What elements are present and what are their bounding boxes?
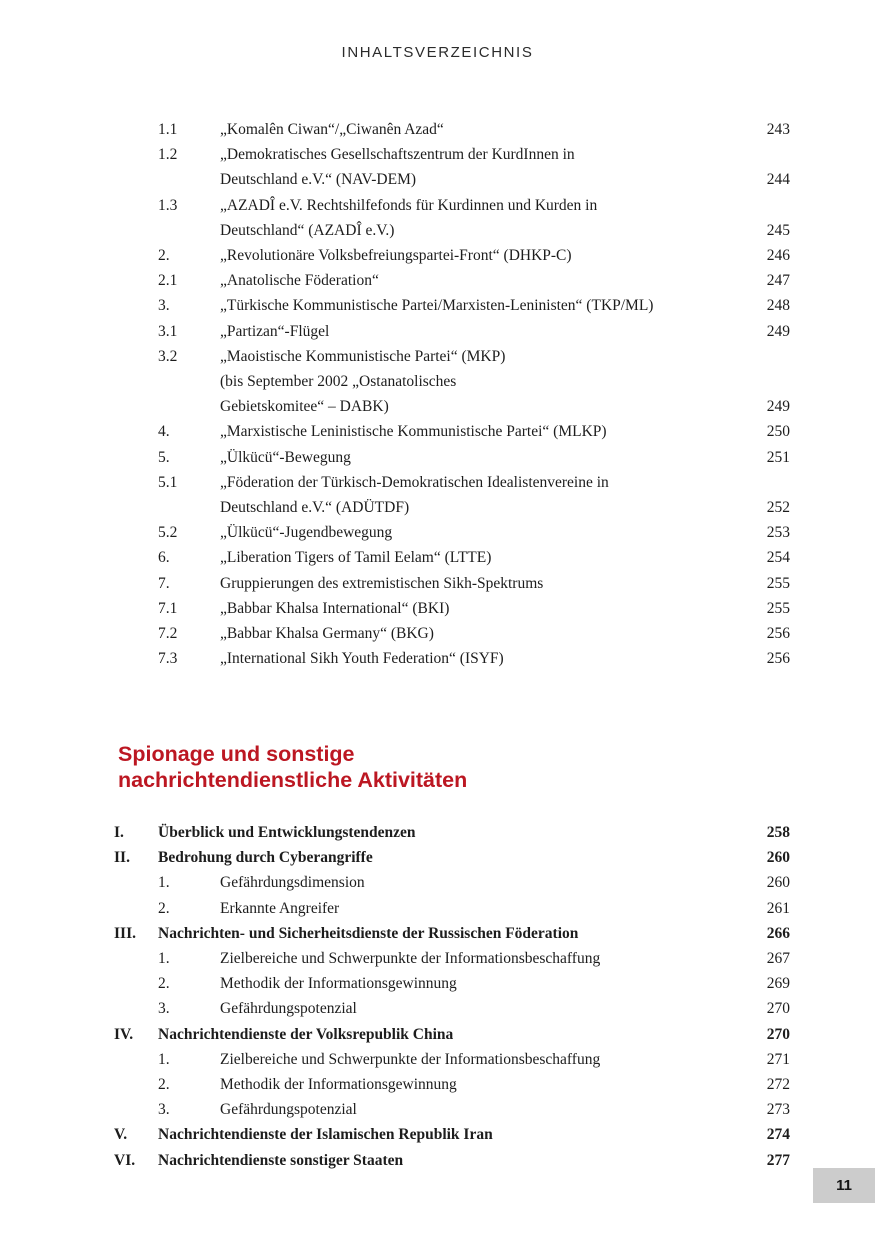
entry-number: 2.1 xyxy=(158,272,178,290)
entry-number: 1.3 xyxy=(158,196,178,214)
entry-title: „Komalên Ciwan“/„Ciwanên Azad“ xyxy=(220,121,444,138)
toc-entry xyxy=(158,646,790,671)
entry-title: „Marxistische Leninistische Kommunistische Partei“ (MLKP) xyxy=(220,423,607,441)
toc-entry xyxy=(158,495,790,520)
entry-number: VI. xyxy=(114,1151,136,1169)
toc-entry xyxy=(114,1022,790,1047)
entry-title: Deutschland“ (AZADÎ e.V.) xyxy=(220,221,395,239)
entry-title: „Föderation der Türkisch-Demokratischen Idealistenvereine in xyxy=(220,473,609,491)
entry-page: 251 xyxy=(766,448,790,466)
entry-page: 245 xyxy=(766,221,790,239)
entry-title: „International Sikh Youth Federation“ (ISYF) xyxy=(220,650,504,668)
entry-page: 271 xyxy=(766,1050,790,1068)
toc-entry xyxy=(158,394,790,419)
entry-page: 256 xyxy=(766,650,790,668)
entry-title: Zielbereiche und Schwerpunkte der Informationsbeschaffung xyxy=(220,950,601,968)
entry-page: 266 xyxy=(766,924,790,942)
entry-title: Nachrichtendienste sonstiger Staaten xyxy=(158,1151,404,1169)
toc-entry xyxy=(158,142,790,167)
entry-page: 244 xyxy=(766,171,790,189)
entry-number: 7.3 xyxy=(158,650,178,668)
entry-number: 5.1 xyxy=(158,473,178,491)
entry-page: 258 xyxy=(766,824,790,841)
entry-page: 274 xyxy=(766,1126,790,1144)
page-header: INHALTSVERZEICHNIS xyxy=(341,44,534,61)
toc-entry xyxy=(158,571,790,596)
entry-number: 6. xyxy=(158,549,170,567)
entry-page: 267 xyxy=(766,950,790,968)
entry-page: 243 xyxy=(766,121,790,138)
section-heading xyxy=(118,741,467,793)
entry-page: 247 xyxy=(766,272,790,290)
toc-entry xyxy=(158,470,790,495)
entry-title: (bis September 2002 „Ostanatolisches xyxy=(220,373,457,391)
entry-number: 3. xyxy=(158,1000,170,1018)
entry-page: 249 xyxy=(766,322,790,340)
entry-page: 277 xyxy=(766,1151,790,1169)
entry-number: 3. xyxy=(158,297,170,315)
toc-entry xyxy=(158,445,790,470)
entry-number: 2. xyxy=(158,1076,170,1094)
toc-entry xyxy=(114,820,790,845)
entry-title: Erkannte Angreifer xyxy=(220,899,340,917)
toc-block-spionage xyxy=(114,820,790,1173)
entry-page: 255 xyxy=(766,574,790,592)
entry-page: 253 xyxy=(766,524,790,542)
entry-title: Gefährdungsdimension xyxy=(220,874,365,892)
entry-title: „Partizan“-Flügel xyxy=(220,322,330,340)
entry-title: „Maoistische Kommunistische Partei“ (MKP) xyxy=(220,347,506,365)
entry-page: 261 xyxy=(766,899,790,917)
entry-number: V. xyxy=(114,1126,128,1144)
toc-entry xyxy=(158,419,790,444)
entry-page: 260 xyxy=(766,874,790,892)
entry-page: 252 xyxy=(766,499,790,517)
toc-entry xyxy=(114,1097,790,1122)
toc-entry xyxy=(158,268,790,293)
entry-number: 5.2 xyxy=(158,524,178,542)
entry-number: 7.1 xyxy=(158,599,178,617)
entry-title: „Babbar Khalsa Germany“ (BKG) xyxy=(220,625,434,643)
entry-number: II. xyxy=(114,849,130,867)
entry-number: I. xyxy=(114,824,124,841)
entry-page: 260 xyxy=(766,849,790,867)
entry-page: 270 xyxy=(766,1000,790,1018)
entry-title: „Ülkücü“-Jugendbewegung xyxy=(220,524,393,542)
entry-title: „AZADÎ e.V. Rechtshilfefonds für Kurdinnen und Kurden in xyxy=(220,196,598,214)
toc-entry xyxy=(114,896,790,921)
toc-entry xyxy=(158,596,790,621)
toc-entry xyxy=(158,545,790,570)
entry-number: 1. xyxy=(158,1050,170,1068)
toc-entry xyxy=(114,946,790,971)
toc-entry xyxy=(158,218,790,243)
entry-number: 3. xyxy=(158,1101,170,1119)
entry-title: Deutschland e.V.“ (NAV-DEM) xyxy=(220,171,417,189)
toc-entry xyxy=(114,870,790,895)
entry-title: Gefährdungspotenzial xyxy=(220,1101,357,1119)
entry-title: Nachrichten- und Sicherheitsdienste der Russischen Föderation xyxy=(158,924,579,942)
entry-page: 270 xyxy=(766,1025,790,1043)
entry-number: 1.1 xyxy=(158,121,178,138)
toc-entry xyxy=(158,520,790,545)
entry-number: 1.2 xyxy=(158,146,178,164)
toc-entry xyxy=(114,1148,790,1173)
entry-page: 255 xyxy=(766,599,790,617)
toc-entry xyxy=(158,344,790,369)
entry-number: 3.1 xyxy=(158,322,178,340)
entry-title: Deutschland e.V.“ (ADÜTDF) xyxy=(220,499,410,517)
page-number-badge: 11 xyxy=(813,1168,875,1203)
entry-title: Gruppierungen des extremistischen Sikh-Spektrums xyxy=(220,574,544,592)
entry-title: Methodik der Informationsgewinnung xyxy=(220,975,457,993)
entry-number: 5. xyxy=(158,448,170,466)
toc-entry xyxy=(158,167,790,192)
entry-number: 2. xyxy=(158,899,170,917)
entry-number: 1. xyxy=(158,950,170,968)
toc-entry xyxy=(114,845,790,870)
toc-entry xyxy=(158,193,790,218)
toc-block-foreign-extremism xyxy=(158,117,790,671)
entry-title: „Babbar Khalsa International“ (BKI) xyxy=(220,599,450,617)
entry-page: 249 xyxy=(766,398,790,416)
toc-entry xyxy=(114,971,790,996)
entry-title: „Türkische Kommunistische Partei/Marxisten-Leninisten“ (TKP/ML) xyxy=(220,297,654,315)
entry-number: III. xyxy=(114,924,136,942)
entry-page: 246 xyxy=(766,247,790,265)
entry-page: 272 xyxy=(766,1076,790,1094)
entry-title: „Demokratisches Gesellschaftszentrum der KurdInnen in xyxy=(220,146,575,164)
entry-number: 1. xyxy=(158,874,170,892)
entry-number: 4. xyxy=(158,423,170,441)
entry-title: „Ülkücü“-Bewegung xyxy=(220,448,351,466)
entry-number: 2. xyxy=(158,975,170,993)
entry-number: IV. xyxy=(114,1025,134,1043)
entry-title: Nachrichtendienste der Islamischen Republik Iran xyxy=(158,1126,493,1144)
toc-entry xyxy=(114,1047,790,1072)
entry-title: „Revolutionäre Volksbefreiungspartei-Front“ (DHKP-C) xyxy=(220,247,572,265)
entry-title: „Liberation Tigers of Tamil Eelam“ (LTTE) xyxy=(220,549,492,567)
entry-page: 254 xyxy=(766,549,790,567)
entry-page: 273 xyxy=(766,1101,790,1119)
entry-page: 269 xyxy=(766,975,790,993)
toc-entry xyxy=(158,369,790,394)
toc-entry xyxy=(158,117,790,142)
section-heading-line1: Spionage und sonstige xyxy=(118,742,355,766)
entry-title: Zielbereiche und Schwerpunkte der Informationsbeschaffung xyxy=(220,1050,601,1068)
entry-number: 7.2 xyxy=(158,625,178,643)
entry-page: 256 xyxy=(766,625,790,643)
toc-entry xyxy=(114,996,790,1021)
entry-page: 250 xyxy=(766,423,790,441)
toc-entry xyxy=(158,243,790,268)
toc-entry xyxy=(158,293,790,318)
toc-entry xyxy=(158,621,790,646)
entry-number: 7. xyxy=(158,574,170,592)
entry-title: „Anatolische Föderation“ xyxy=(220,272,379,290)
entry-title: Bedrohung durch Cyberangriffe xyxy=(158,849,373,867)
entry-page: 248 xyxy=(766,297,790,315)
entry-title: Nachrichtendienste der Volksrepublik China xyxy=(158,1025,454,1043)
entry-number: 2. xyxy=(158,247,170,265)
entry-title: Gefährdungspotenzial xyxy=(220,1000,357,1018)
entry-title: Gebietskomitee“ – DABK) xyxy=(220,398,389,416)
toc-entry xyxy=(158,319,790,344)
toc-entry xyxy=(114,1072,790,1097)
entry-number: 3.2 xyxy=(158,347,178,365)
entry-title: Methodik der Informationsgewinnung xyxy=(220,1076,457,1094)
toc-entry xyxy=(114,921,790,946)
section-heading-line2: nachrichtendienstliche Aktivitäten xyxy=(118,768,468,792)
toc-entry xyxy=(114,1122,790,1147)
entry-title: Überblick und Entwicklungstendenzen xyxy=(158,824,416,841)
